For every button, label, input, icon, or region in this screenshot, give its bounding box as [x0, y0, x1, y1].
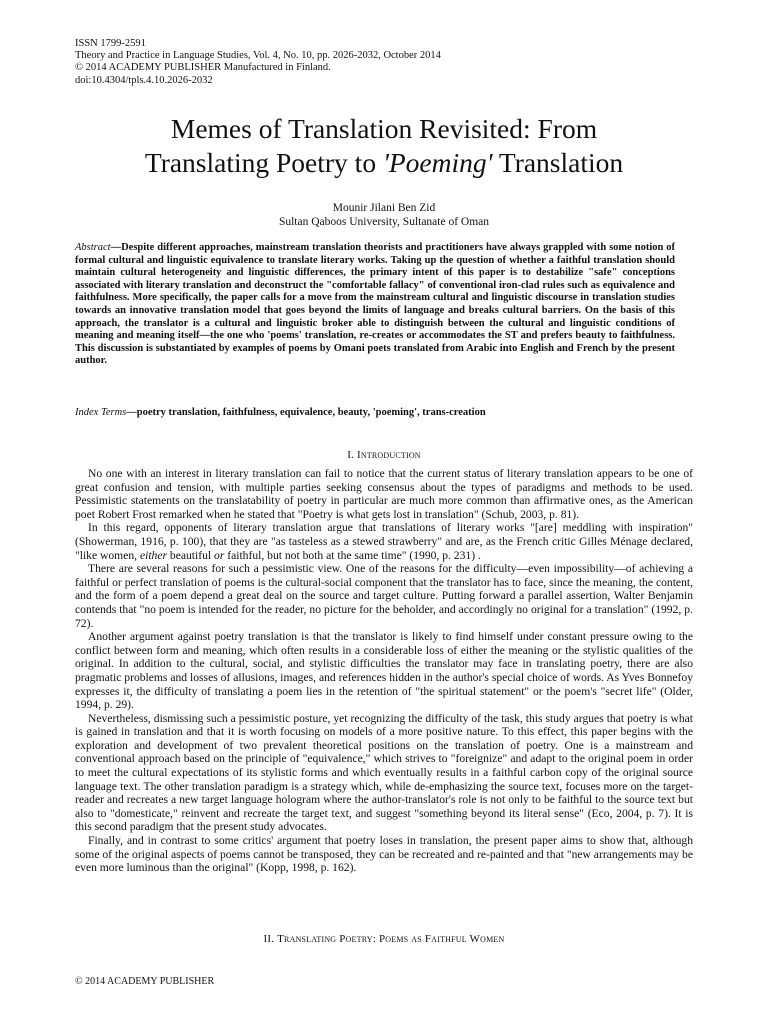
section-1-title: Introduction — [356, 449, 421, 461]
abstract — [75, 242, 675, 368]
paragraph-4: Another argument against poetry translation is that the translator is likely to find himself under constant pressure owing to the conflict between form and meaning, which often results in a considerable loss of either the meaning or the stylistic qualities of the original. In addition to the cultural, social, and stylistic difficulties the translator may face in translating poetry, there are also pragmatic problems and losses of allusions, images, and references hidden in the author's special choice of words. As Yves Bonnefoy expresses it, the difficulty of translating a poem lies in the retention of "the spiritual statement" or the poem's "secret life" (Older, 1994, p. 29). — [75, 630, 693, 712]
section-2-number: II. — [263, 933, 278, 945]
paragraph-5: Nevertheless, dismissing such a pessimistic posture, yet recognizing the difficulty of the task, this study argues that poetry is what is gained in translation and that it is worth focusing on models of a more positive nature. To this effect, this paper begins with the exploration and development of two prevalent theoretical positions on the translation of poetry. One is a mainstream and conventional approach based on the principle of "equivalence," which strives to "foreignize" and adapt to the original poem in order to meet the cultural expectations of its stylistic forms and which eventually results in a faithful carbon copy of the original source language text. The other translation paradigm is a strategy which, while de-emphasizing the source text, focuses more on the target-reader and recreates a new target language hologram where the author-translator's role is not only to be faithful to the source text but also to "domesticate," reinvent and recreate the target text, and suggest "something beyond its literal sense" (Eco, 2004, p. 7). It is this second paradigm that the present study advocates. — [75, 711, 693, 834]
abstract-lead: Abstract — [75, 242, 111, 253]
paragraph-2-either: either — [139, 548, 167, 562]
body-text — [75, 467, 693, 875]
paper-title — [40, 112, 728, 180]
title-line-2-italic: 'Poeming' — [382, 147, 493, 178]
journal-header — [75, 38, 441, 87]
index-terms-lead: Index Terms — [75, 407, 127, 418]
section-heading-translating-poetry — [40, 933, 728, 945]
section-1-number: I. — [347, 449, 357, 461]
page-footer: © 2014 ACADEMY PUBLISHER — [75, 976, 215, 987]
section-2-title: Translating Poetry: Poems as Faithful Women — [277, 933, 505, 945]
paragraph-2-or: or — [214, 548, 225, 562]
paragraph-6: Finally, and in contrast to some critics' argument that poetry loses in translation, the present paper aims to show that, although some of the original aspects of poems cannot be transposed, they can be recreated and re-painted and that "new arrangements may be even more luminous than the original" (Kopp, 1998, p. 162). — [75, 834, 693, 875]
paragraph-2 — [75, 521, 693, 562]
paragraph-2-part-c: faithful, but not both at the same time" (1990, p. 231) . — [224, 548, 481, 562]
index-terms-text: —poetry translation, faithfulness, equivalence, beauty, 'poeming', trans-creation — [126, 407, 486, 418]
title-line-2-post: Translation — [492, 147, 624, 178]
paragraph-3: There are several reasons for such a pessimistic view. One of the reasons for the difficulty—even impossibility—of achieving a faithful or perfect translation of poems is the cultural-social component that the translator has to face, since the meaning, the content, and the form of a poem depend a great deal on the source and target culture. Putting forward a parallel assertion, Walter Benjamin contends that "no poem is intended for the reader, no picture for the beholder, and accordingly no original for a translation" (1992, p. 72). — [75, 562, 693, 630]
journal-citation: Theory and Practice in Language Studies, Vol. 4, No. 10, pp. 2026-2032, October 2014 — [75, 50, 441, 62]
title-line-1: Memes of Translation Revisited: From — [170, 113, 598, 144]
issn: ISSN 1799-2591 — [75, 38, 146, 49]
author-name: Mounir Jilani Ben Zid — [332, 202, 436, 214]
author-block — [40, 202, 728, 229]
abstract-text: —Despite different approaches, mainstream translation theorists and practitioners have always grappled with some notion of formal cultural and linguistic equivalence to translate literary works. Taking up the question of whether a faithful translation should maintain cultural heterogeneity and linguistic differences, the primary intent of this paper is to destabilize "safe" conceptions associated with literary translation and deconstruct the "comfortable fallacy" of conventional iron-clad rules such as equivalence and faithfulness. More specifically, the paper calls for a move from the mainstream cultural and linguistic discourse in translation studies towards an innovative translation model that goes beyond the limits of language and breaks cultural barriers. On the basis of this approach, the translator is a cultural and linguistic broker able to distinguish between the cultural and linguistic conditions of meaning and meaning itself—the one who 'poems' translation, re-creates or accommodates the ST and prefers beauty to faithfulness. This discussion is substantiated by examples of poems by Omani poets translated from Arabic into English and French by the present author. — [75, 242, 675, 367]
paragraph-1: No one with an interest in literary translation can fail to notice that the current status of literary translation appears to be one of great confusion and tension, with multiple parties seeking consensus about the types of paradigms and methods to be used. Pessimistic statements on the translatability of poetry in particular are much more common than affirmative ones, as the American poet Robert Frost remarked when he stated that "Poetry is what gets lost in translation" (Schub, 2003, p. 81). — [75, 467, 693, 521]
section-heading-introduction — [40, 449, 728, 461]
paragraph-2-part-b: beautiful — [167, 548, 215, 562]
title-line-2 — [40, 146, 728, 180]
paragraph-2-part-a: In this regard, opponents of literary translation argue that translations of literary works "[are] meddling with inspiration" (Showerman, 1916, p. 100), that they are "as tasteless as a stewed strawberry" and are, as the French critic Gilles Ménage declared, "like women, — [75, 521, 693, 562]
doi: doi:10.4304/tpls.4.10.2026-2032 — [75, 74, 213, 86]
index-terms — [75, 407, 675, 420]
title-line-2-pre: Translating Poetry to — [144, 147, 383, 178]
author-affiliation: Sultan Qaboos University, Sultanate of Oman — [278, 215, 490, 228]
copyright-line: © 2014 ACADEMY PUBLISHER Manufactured in Finland. — [75, 62, 331, 74]
